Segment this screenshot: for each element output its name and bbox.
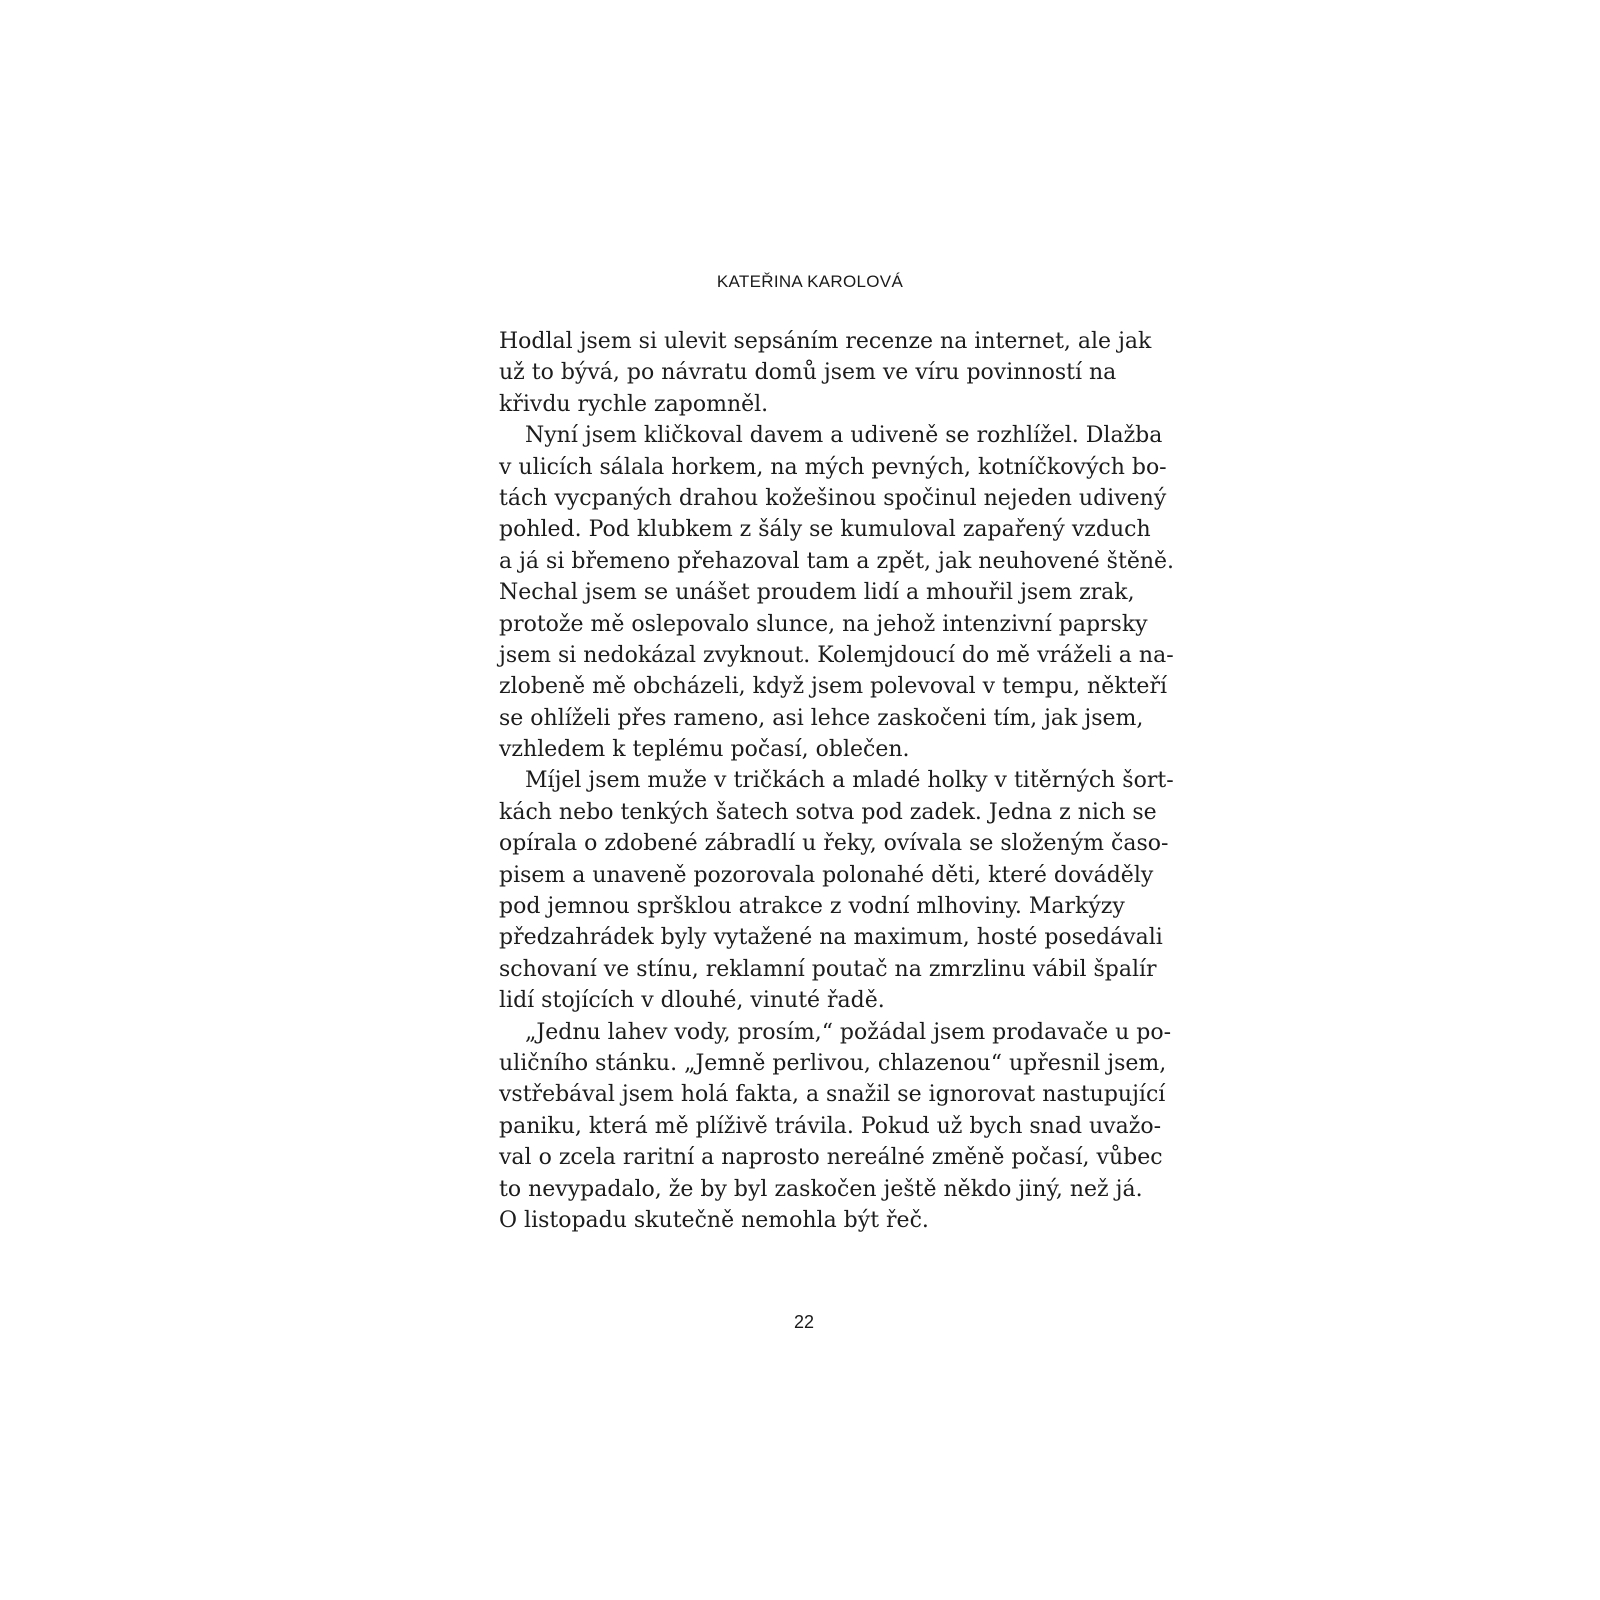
body-text [499, 326, 1175, 1236]
text-line: pohled. Pod klubkem z šály se kumuloval zapařený vzduch [499, 517, 1151, 543]
text-line: protože mě oslepovalo slunce, na jehož intenzivní paprsky [499, 611, 1148, 637]
text-line: Hodlal jsem si ulevit sepsáním recenze na internet, ale jak [499, 329, 1152, 354]
text-line: jsem si nedokázal zvyknout. Kolemjdoucí do mě vráželi a na- [499, 642, 1174, 668]
text-line: už to bývá, po návratu domů jsem ve víru povinností na [499, 360, 1117, 386]
text-line: schovaní ve stínu, reklamní poutač na zmrzlinu vábil špalír [499, 956, 1157, 982]
text-line: kách nebo tenkých šatech sotva pod zadek. Jedna z nich se [499, 799, 1157, 825]
text-line: Nechal jsem se unášet proudem lidí a mhouřil jsem zrak, [499, 580, 1135, 606]
text-line: pisem a unaveně pozorovala polonahé děti, které dováděly [499, 862, 1154, 888]
text-line: uličního stánku. „Jemně perlivou, chlazenou“ upřesnil jsem, [499, 1050, 1167, 1076]
text-line: Míjel jsem muže v tričkách a mladé holky v titěrných šort- [525, 768, 1174, 794]
text-line: to nevypadalo, že by byl zaskočen ještě někdo jiný, než já. [499, 1176, 1143, 1202]
text-line: vstřebával jsem holá fakta, a snažil se ignorovat nastupující [499, 1082, 1166, 1108]
text-line: opírala o zdobené zábradlí u řeky, ovívala se složeným časo- [499, 831, 1169, 857]
text-line: a já si břemeno přehazoval tam a zpět, jak neuhovené štěně. [499, 548, 1175, 574]
page-number: 22 [793, 1312, 815, 1332]
text-line: „Jednu lahev vody, prosím,“ požádal jsem prodavače u po- [525, 1019, 1172, 1045]
text-line: zlobeně mě obcházeli, když jsem polevoval v tempu, někteří [499, 674, 1167, 700]
text-line: pod jemnou spršklou atrakce z vodní mlhoviny. Markýzy [499, 894, 1125, 920]
text-line: paniku, která mě plíživě trávila. Pokud už bych snad uvažo- [499, 1113, 1161, 1139]
text-line: v ulicích sálala horkem, na mých pevných, kotníčkových bo- [499, 454, 1167, 480]
text-line: křivdu rychle zapomněl. [499, 391, 769, 417]
text-line: tách vycpaných drahou kožešinou spočinul nejeden udivený [499, 485, 1167, 511]
text-line: předzahrádek byly vytažené na maximum, hosté posedávali [499, 925, 1163, 951]
text-line: lidí stojících v dlouhé, vinuté řadě. [499, 988, 885, 1014]
text-line: vzhledem k teplému počasí, oblečen. [499, 737, 910, 763]
text-line: Nyní jsem kličkoval davem a udiveně se rozhlížel. Dlažba [525, 423, 1163, 449]
text-line: val o zcela raritní a naprosto nereálné změně počasí, vůbec [499, 1145, 1163, 1171]
text-line: O listopadu skutečně nemohla být řeč. [499, 1207, 929, 1233]
running-head: KATEŘINA KAROLOVÁ [716, 272, 904, 291]
text-line: se ohlíželi přes rameno, asi lehce zaskočeni tím, jak jsem, [499, 705, 1144, 731]
